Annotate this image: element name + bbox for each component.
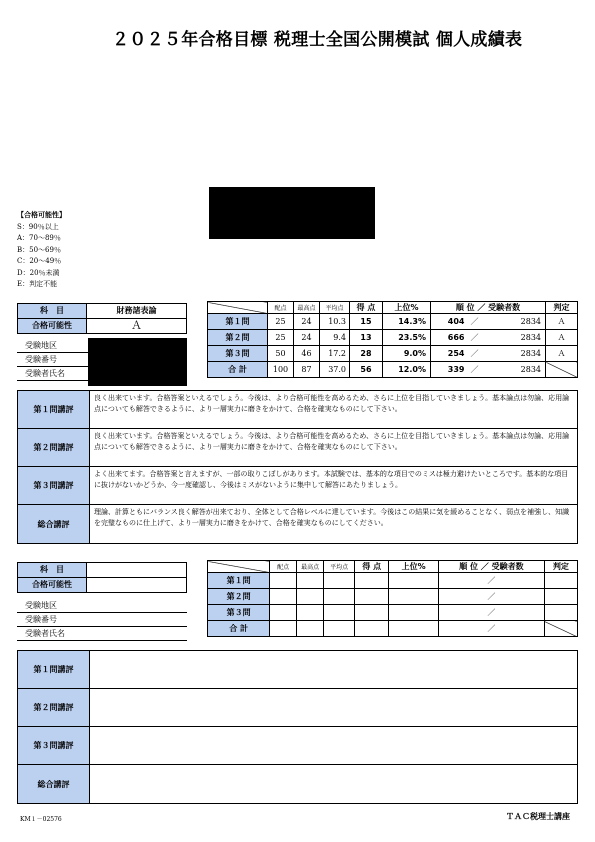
comment-text-empty [90, 651, 577, 688]
avg-cell: 17.2 [320, 346, 350, 362]
points-cell: 25 [268, 314, 294, 330]
comment-row [18, 467, 577, 505]
legend-title: 【合格可能性】 [17, 210, 66, 219]
row-label: 第２問 [208, 589, 270, 605]
publisher-name: ＴＡＣ税理士講座 [506, 812, 570, 821]
possibility-label: 合格可能性 [17, 577, 87, 593]
comment-label: 第１問講評 [18, 391, 90, 428]
comment-text-empty [90, 727, 577, 764]
redacted-address-block [209, 187, 375, 239]
max-cell: 87 [294, 362, 320, 378]
header-avg: 平均点 [324, 561, 355, 573]
points-cell: 25 [268, 330, 294, 346]
score-cell: 56 [350, 362, 383, 378]
header-judge: 判定 [544, 561, 577, 573]
legend-item: A：70～89％ [17, 234, 61, 242]
percentile-cell: 23.5% [383, 330, 431, 346]
redacted-personal-info [88, 338, 187, 386]
judge-cell-empty [546, 362, 578, 378]
total-cell: 2834 [485, 314, 546, 330]
exam-number-label: 受験番号 [17, 614, 187, 627]
header-points: 配点 [268, 302, 294, 314]
header-corner [208, 561, 270, 573]
max-cell: 24 [294, 314, 320, 330]
row-label: 第１問 [208, 314, 268, 330]
total-cell: 2834 [485, 346, 546, 362]
header-points: 配点 [270, 561, 297, 573]
score-table-empty [207, 560, 578, 637]
points-cell: 50 [268, 346, 294, 362]
subject-value-empty [86, 562, 187, 578]
header-corner [208, 302, 268, 314]
comment-row [18, 765, 577, 803]
judge-cell: Ａ [546, 330, 578, 346]
examinee-name-label: 受験者氏名 [17, 368, 187, 381]
header-rank: 順 位 ／ 受験者数 [431, 302, 546, 314]
comment-row [18, 651, 577, 689]
rank-slash: ／ [439, 621, 545, 637]
legend-item: S：90％以上 [17, 222, 59, 231]
legend-item: E：判定不能 [17, 280, 58, 288]
percentile-cell: 14.3% [383, 314, 431, 330]
rank-slash: ／ [439, 573, 545, 589]
header-avg: 平均点 [320, 302, 350, 314]
possibility-legend [17, 209, 66, 291]
rank-slash: ／ [465, 362, 485, 378]
judge-cell-empty [544, 621, 577, 637]
rank-cell: 404 [431, 314, 465, 330]
comment-text: 理論、計算ともにバランス良く解答が出来ており、全体として合格レベルに達しています。今後はこの結果に気を緩めることなく、弱点を補強し、知識を完璧なものに仕上げて、より一層実力に磨きをかけて、合格を確実なものにしてください。 [94, 508, 570, 527]
rank-slash: ／ [439, 589, 545, 605]
avg-cell: 37.0 [320, 362, 350, 378]
total-cell: 2834 [485, 362, 546, 378]
row-label: 合 計 [208, 362, 268, 378]
score-cell: 28 [350, 346, 383, 362]
rank-slash: ／ [465, 330, 485, 346]
comment-text: よく出来てます。合格答案と言えますが、一部の取りこぼしがあります。本試験では、基本的な項目でのミスは極力避けたいところです。基本的な項目に抜けがないかどうか、今一度確認し、今後はミスがないように集中して解答にあたりましょう。 [94, 470, 569, 489]
avg-cell: 10.3 [320, 314, 350, 330]
comment-label: 第１問講評 [18, 651, 90, 688]
points-cell: 100 [268, 362, 294, 378]
score-cell: 15 [350, 314, 383, 330]
subject-value: 財務諸表論 [86, 303, 187, 319]
comment-text: 良く出来ています。合格答案といえるでしょう。今後は、より合格可能性を高めるため、さらに上位を目指していきましょう。基本論点は勿論、応用論点についても解答できるように、より一層実力に磨きをかけて、合格を確実なものにして下さい。 [94, 394, 570, 413]
avg-cell: 9.4 [320, 330, 350, 346]
table-row [208, 362, 578, 378]
possibility-label: 合格可能性 [17, 318, 87, 334]
header-score: 得 点 [355, 561, 389, 573]
table-row [208, 346, 578, 362]
header-max: 最高点 [297, 561, 324, 573]
comment-label: 第２問講評 [18, 689, 90, 726]
comments-block-empty [17, 650, 578, 804]
table-row [208, 573, 578, 589]
table-row [208, 589, 578, 605]
row-label: 第１問 [208, 573, 270, 589]
comment-label: 第２問講評 [18, 429, 90, 466]
row-label: 第３問 [208, 605, 270, 621]
legend-item: B：50～69％ [17, 245, 61, 254]
header-score: 得 点 [350, 302, 383, 314]
row-label: 第２問 [208, 330, 268, 346]
header-rank: 順 位 ／ 受験者数 [439, 561, 545, 573]
comment-row [18, 505, 577, 543]
comment-row [18, 689, 577, 727]
comment-text: 良く出来ています。合格答案といえるでしょう。今後は、より合格可能性を高めるため、さらに上位を目指していきましょう。基本論点は勿論、応用論点についても解答できるように、より一層実力に磨きをかけて、合格を確実なものにして下さい。 [94, 432, 570, 451]
header-percentile: 上位% [389, 561, 439, 573]
exam-number-label: 受験番号 [17, 354, 187, 367]
rank-slash: ／ [465, 314, 485, 330]
comment-label: 総合講評 [18, 765, 90, 803]
comment-text-empty [90, 765, 577, 803]
percentile-cell: 9.0% [383, 346, 431, 362]
total-cell: 2834 [485, 330, 546, 346]
table-row [208, 621, 578, 637]
rank-cell: 339 [431, 362, 465, 378]
rank-slash: ／ [439, 605, 545, 621]
exam-area-label: 受験地区 [17, 340, 187, 353]
subject-label: 科 目 [17, 303, 87, 319]
header-judge: 判定 [546, 302, 578, 314]
table-row [208, 314, 578, 330]
comment-label: 第３問講評 [18, 467, 90, 504]
table-row [208, 605, 578, 621]
possibility-value: Ａ [86, 318, 187, 334]
judge-cell: Ａ [546, 346, 578, 362]
percentile-cell: 12.0% [383, 362, 431, 378]
comment-row [18, 391, 577, 429]
comments-block [17, 390, 578, 544]
page-title: ２０２５年合格目標 税理士全国公開模試 個人成績表 [112, 30, 523, 50]
document-code: KM１－02576 [20, 816, 62, 823]
judge-cell: Ａ [546, 314, 578, 330]
rank-cell: 666 [431, 330, 465, 346]
row-label: 合 計 [208, 621, 270, 637]
table-row [208, 330, 578, 346]
score-table [207, 301, 578, 378]
max-cell: 24 [294, 330, 320, 346]
rank-cell: 254 [431, 346, 465, 362]
subject-label: 科 目 [17, 562, 87, 578]
comment-label: 総合講評 [18, 505, 90, 543]
possibility-value-empty [86, 577, 187, 593]
score-cell: 13 [350, 330, 383, 346]
rank-slash: ／ [465, 346, 485, 362]
comment-row [18, 429, 577, 467]
header-percentile: 上位% [383, 302, 431, 314]
header-max: 最高点 [294, 302, 320, 314]
comment-row [18, 727, 577, 765]
max-cell: 46 [294, 346, 320, 362]
examinee-name-label: 受験者氏名 [17, 628, 187, 641]
legend-item: C：20～49％ [17, 257, 62, 265]
row-label: 第３問 [208, 346, 268, 362]
comment-text-empty [90, 689, 577, 726]
comment-label: 第３問講評 [18, 727, 90, 764]
exam-area-label: 受験地区 [17, 600, 187, 613]
legend-item: D：20％未満 [17, 268, 60, 277]
